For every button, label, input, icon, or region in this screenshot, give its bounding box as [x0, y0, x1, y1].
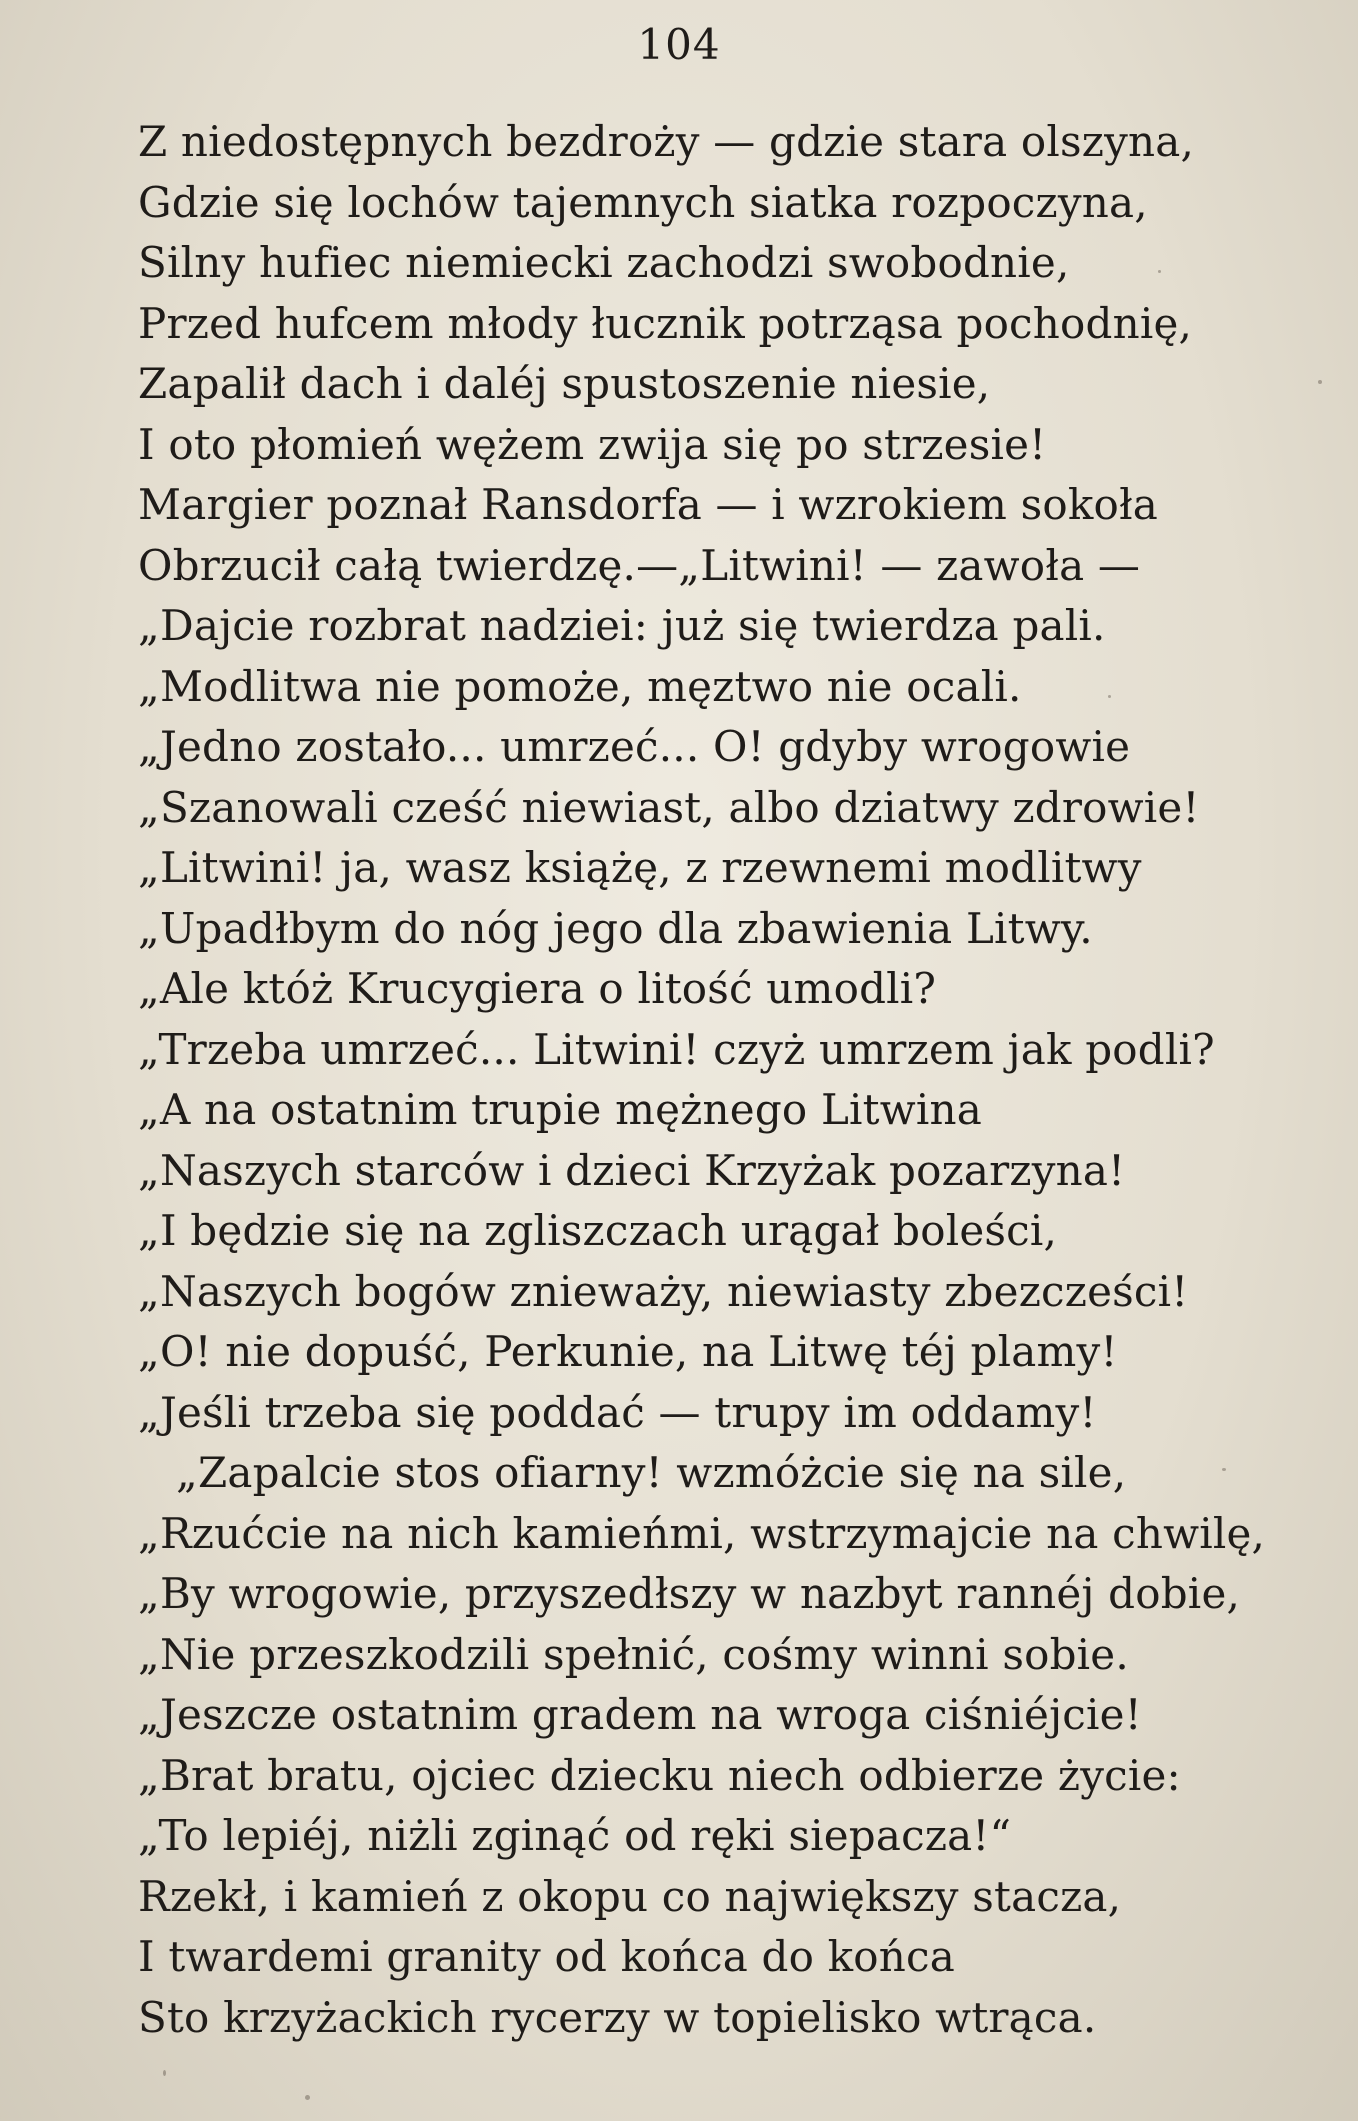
poem-line: Z niedostępnych bezdroży — gdzie stara olszyna,	[138, 117, 1195, 166]
poem-line: „Zapalcie stos ofiarny! wzmóżcie się na sile,	[176, 1448, 1127, 1497]
poem-line: Margier poznał Ransdorfa — i wzrokiem sokoła	[138, 480, 1159, 529]
poem-line: „Upadłbym do nóg jego dla zbawienia Litwy.	[138, 903, 1093, 953]
poem-line: „Jeśli trzeba się poddać — trupy im oddamy!	[138, 1387, 1097, 1437]
poem-line: Sto krzyżackich rycerzy w topielisko wtrąca.	[138, 1992, 1097, 2042]
poem-line: Przed hufcem młody łucznik potrząsa pochodnię,	[138, 298, 1193, 348]
poem-line: „O! nie dopuść, Perkunie, na Litwę téj plamy!	[138, 1327, 1118, 1376]
poem-line: „Modlitwa nie pomoże, męztwo nie ocali.	[138, 661, 1022, 711]
paper-speckle	[1158, 270, 1161, 273]
paper-speckle	[1108, 695, 1111, 698]
poem-line: I oto płomień wężem zwija się po strzesie!	[138, 419, 1047, 469]
poem-line: „Jedno zostało... umrzeć... O! gdyby wrogowie	[138, 722, 1131, 771]
poem-line: I twardemi granity od końca do końca	[138, 1932, 955, 1981]
poem-line: „Litwini! ja, wasz książę, z rzewnemi modlitwy	[138, 843, 1142, 892]
poem-line: „To lepiéj, niżli zginąć od ręki siepacza!“	[138, 1811, 1012, 1860]
poem-line: „Nie przeszkodzili spełnić, cośmy winni sobie.	[138, 1629, 1129, 1679]
poem-line: „A na ostatnim trupie mężnego Litwina	[138, 1085, 983, 1134]
poem-text	[138, 112, 1298, 2048]
poem-line: „Rzućcie na nich kamieńmi, wstrzymajcie na chwilę,	[138, 1508, 1266, 1558]
poem-line: „Ale któż Krucygiera o litość umodli?	[138, 964, 937, 1013]
poem-line: Silny hufiec niemiecki zachodzi swobodnie,	[138, 238, 1070, 287]
poem-line: Obrzucił całą twierdzę.—„Litwini! — zawoła —	[138, 540, 1141, 590]
poem-line: „By wrogowie, przyszedłszy w nazbyt rannéj dobie,	[138, 1569, 1241, 1618]
paper-speckle	[305, 2095, 310, 2100]
page-number: 104	[637, 20, 721, 69]
poem-line: „Naszych bogów znieważy, niewiasty zbezcześci!	[138, 1266, 1189, 1316]
poem-line: Gdzie się lochów tajemnych siatka rozpoczyna,	[138, 177, 1148, 227]
poem-line: „I będzie się na zgliszczach urągał boleści,	[138, 1206, 1058, 1255]
poem-line: „Szanowali cześć niewiast, albo dziatwy zdrowie!	[138, 782, 1200, 832]
poem-line: „Trzeba umrzeć... Litwini! czyż umrzem jak podli?	[138, 1024, 1215, 1074]
poem-line: „Naszych starców i dzieci Krzyżak pozarzyna!	[138, 1145, 1126, 1195]
poem-line: Rzekł, i kamień z okopu co największy stacza,	[138, 1871, 1122, 1921]
paper-speckle	[1222, 1468, 1226, 1471]
poem-line: „Jeszcze ostatnim gradem na wroga ciśniéjcie!	[138, 1690, 1142, 1739]
poem-line: Zapalił dach i daléj spustoszenie niesie,	[138, 359, 991, 408]
paper-speckle	[1318, 380, 1322, 384]
poem-line: „Brat bratu, ojciec dziecku niech odbierze życie:	[138, 1750, 1181, 1800]
poem-line: „Dajcie rozbrat nadziei: już się twierdza pali.	[138, 601, 1106, 650]
paper-speckle	[163, 2070, 166, 2076]
